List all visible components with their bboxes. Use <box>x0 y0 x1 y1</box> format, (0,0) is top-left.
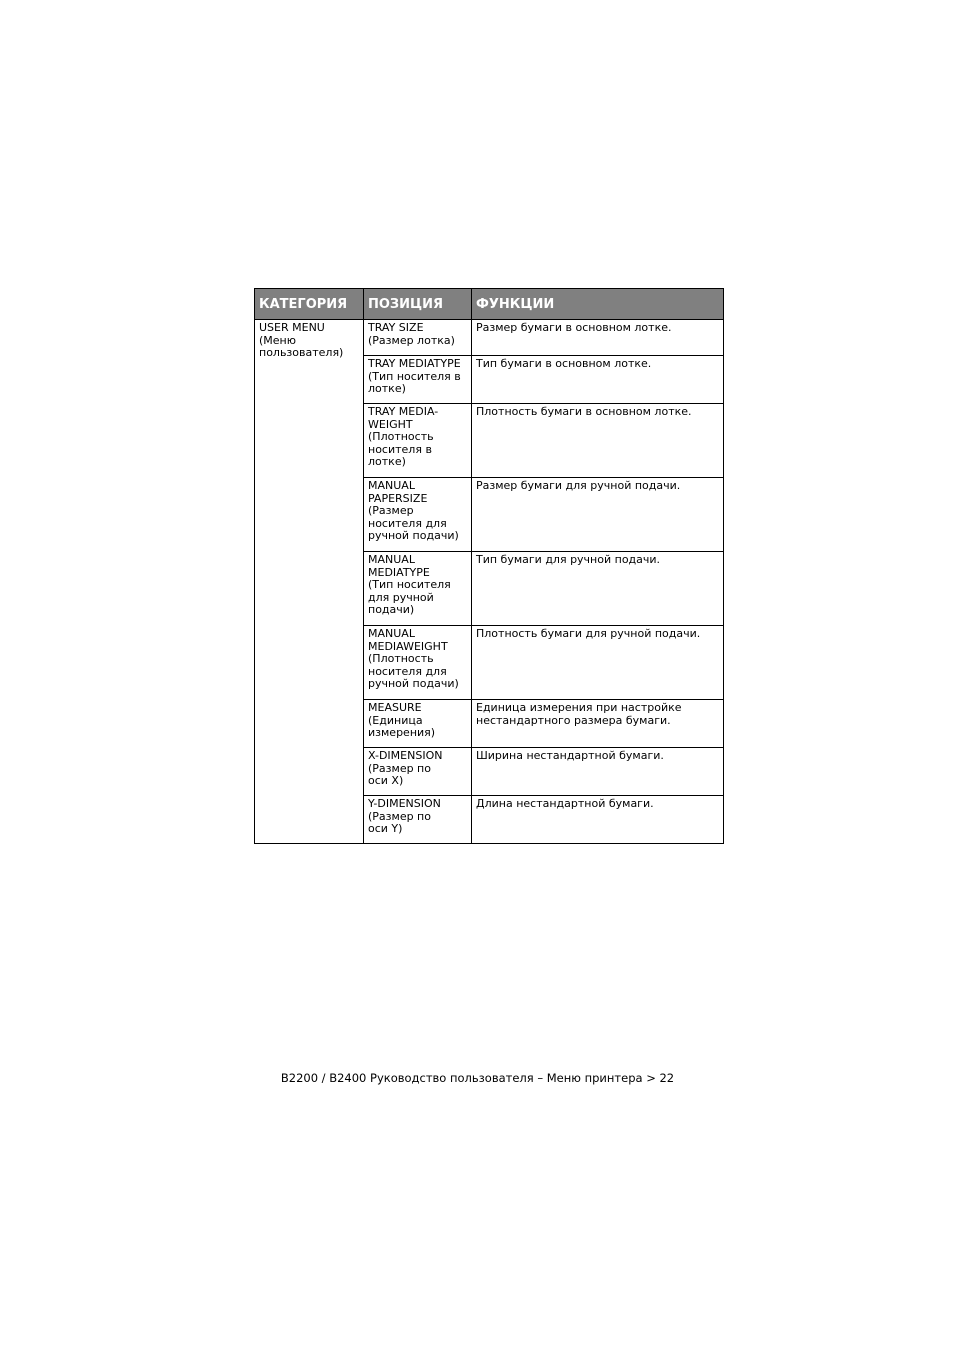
table-header-row <box>255 289 724 320</box>
function-cell <box>472 320 724 356</box>
position-label: MANUAL MEDIAWEIGHT (Плотность носителя для ручной подачи) <box>368 627 459 691</box>
position-label: TRAY MEDIA- WEIGHT (Плотность носителя в лотке) <box>368 405 439 469</box>
header-position: ПОЗИЦИЯ <box>364 289 472 320</box>
position-label: MANUAL PAPERSIZE (Размер носителя для ручной подачи) <box>368 479 459 543</box>
position-cell <box>364 796 472 844</box>
position-cell <box>364 356 472 404</box>
function-label: Тип бумаги в основном лотке. <box>476 357 652 370</box>
header-category: КАТЕГОРИЯ <box>255 289 364 320</box>
function-label: Ширина нестандартной бумаги. <box>476 749 664 762</box>
position-label: MANUAL MEDIATYPE (Тип носителя для ручной подачи) <box>368 553 451 617</box>
position-cell <box>364 552 472 626</box>
category-cell <box>255 320 364 844</box>
function-cell <box>472 626 724 700</box>
function-label: Размер бумаги для ручной подачи. <box>476 479 681 492</box>
header-functions: ФУНКЦИИ <box>472 289 724 320</box>
function-cell <box>472 356 724 404</box>
function-label: Плотность бумаги для ручной подачи. <box>476 627 701 640</box>
page-footer: B2200 / B2400 Руководство пользователя – Меню принтера > 22 <box>280 1071 675 1085</box>
menu-table <box>254 288 724 844</box>
function-label: Тип бумаги для ручной подачи. <box>476 553 661 566</box>
table-row <box>255 320 724 356</box>
function-label: Единица измерения при настройке нестандартного размера бумаги. <box>476 701 682 727</box>
position-label: X-DIMENSION (Размер по оси X) <box>368 749 443 788</box>
function-cell <box>472 478 724 552</box>
function-label: Плотность бумаги в основном лотке. <box>476 405 692 418</box>
function-label: Длина нестандартной бумаги. <box>476 797 654 810</box>
function-cell <box>472 552 724 626</box>
position-cell <box>364 700 472 748</box>
function-label: Размер бумаги в основном лотке. <box>476 321 672 334</box>
position-cell <box>364 320 472 356</box>
position-label: MEASURE (Единица измерения) <box>368 701 436 740</box>
position-cell <box>364 404 472 478</box>
position-cell <box>364 748 472 796</box>
function-cell <box>472 700 724 748</box>
position-label: Y-DIMENSION (Размер по оси Y) <box>368 797 441 836</box>
position-label: TRAY SIZE (Размер лотка) <box>368 321 455 347</box>
position-cell <box>364 478 472 552</box>
position-label: TRAY MEDIATYPE (Тип носителя в лотке) <box>368 357 461 396</box>
function-cell <box>472 404 724 478</box>
function-cell <box>472 796 724 844</box>
category-label: USER MENU (Меню пользователя) <box>259 321 344 360</box>
function-cell <box>472 748 724 796</box>
position-cell <box>364 626 472 700</box>
